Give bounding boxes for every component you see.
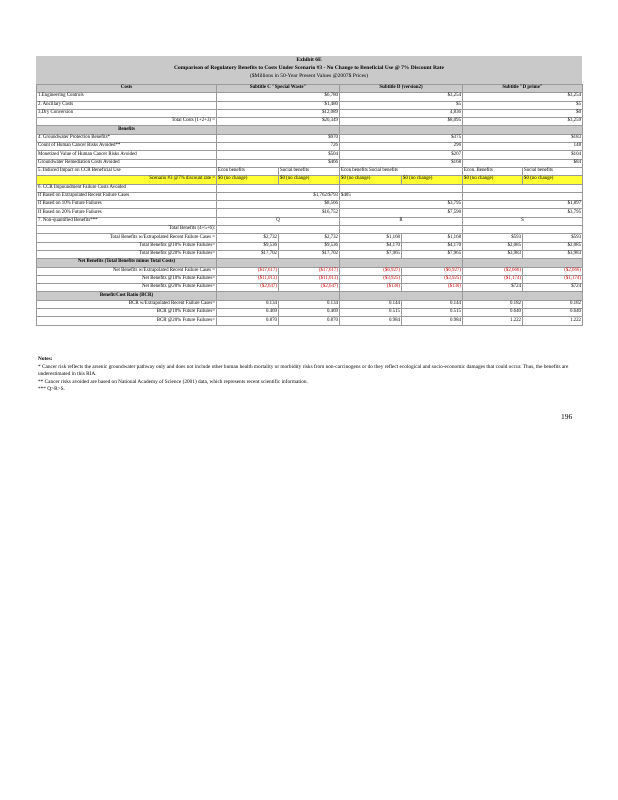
table-row xyxy=(37,201,583,209)
section-header-row xyxy=(37,259,583,267)
cell-value: ($2,666) xyxy=(523,267,583,275)
row-label: Net Benefits w/Extrapolated Recent Failure Cases = xyxy=(37,267,217,275)
cell-subtitle-dprime: $84 xyxy=(463,159,583,167)
total-benefits-label-row xyxy=(37,226,583,234)
social-benefits-dprime: Social benefits xyxy=(523,167,583,175)
cell-value: $3,983 xyxy=(523,250,583,258)
cell-subtitle-d: $207 xyxy=(340,151,463,159)
cell-value: 1.222 xyxy=(523,317,583,325)
cell-subtitle-c: 726 xyxy=(217,143,340,151)
cell-value: 0.640 xyxy=(523,309,583,317)
cell-value: 0.515 xyxy=(340,309,402,317)
scenario-value: $0 (no change) xyxy=(279,176,340,184)
exhibit-subtitle: Comparison of Regulatory Benefits to Costs Under Scenario #3 - No Change to Beneficial Use @ 7% Discount Rate xyxy=(174,65,444,71)
cell-value: ($11,013) xyxy=(217,275,279,283)
cell-subtitle-dprime: $3,254 xyxy=(463,93,583,101)
cell-subtitle-c: $970 xyxy=(217,134,340,142)
cell-subtitle-dprime: 148 xyxy=(463,143,583,151)
table-row xyxy=(37,101,583,109)
cell-value: 0.182 xyxy=(523,300,583,308)
row-label: Total Costs (1+2+3) = xyxy=(37,118,217,126)
cell-value: $17,702 xyxy=(217,250,279,258)
comparison-table xyxy=(36,84,583,326)
row-label: 2. Ancillary Costs xyxy=(37,101,217,109)
costs-header: Costs xyxy=(37,85,217,93)
cell-value: $724 xyxy=(463,284,523,292)
cell-subtitle-d: $168 xyxy=(340,159,463,167)
note-1: * Cancer risk reflects the arsenic groundwater pathway only and does not include other human health mortality or morbidity risks from non-carcinogens or do they reflect ecological and socio-economic damages that could occur. Thus, the benefits are underestimated in this RIA. xyxy=(38,363,569,378)
cell-value: ($17,617) xyxy=(217,267,279,275)
table-row xyxy=(37,109,583,117)
cell-value: 0.870 xyxy=(217,317,279,325)
cell-value: $9,536 xyxy=(279,242,340,250)
table-row xyxy=(37,267,583,275)
subtitle-d-header: Subtitle D (version2) xyxy=(340,85,463,93)
row-label: BCR @10% Future Failures= xyxy=(37,309,217,317)
row-label: 4. Groundwater Protection Benefits* xyxy=(37,134,217,142)
cell-value: ($1,174) xyxy=(523,275,583,283)
row-label: 1.Engineering Controls xyxy=(37,93,217,101)
cell-subtitle-d: R xyxy=(340,217,463,225)
cell-subtitle-c: $20,349 xyxy=(217,118,340,126)
subtitle-dprime-header: Subtitle "D prime" xyxy=(463,85,583,93)
cell-subtitle-dprime: S xyxy=(463,217,583,225)
cell-value: $4,170 xyxy=(340,242,402,250)
row-label: 7. Non-quantified Benefits*** xyxy=(37,217,217,225)
cell-value: ($2,647) xyxy=(217,284,279,292)
nonquantified-row xyxy=(37,217,583,225)
social-benefits-c: Social benefits xyxy=(279,167,340,175)
cell-subtitle-dprime: $1,897 xyxy=(463,201,583,209)
section-header-row xyxy=(37,126,583,134)
row-label: If Based on 20% Future Failures xyxy=(37,209,217,217)
cell-value: 0.984 xyxy=(402,317,463,325)
cell-value: $3,983 xyxy=(463,250,523,258)
cell-subtitle-c: $466 xyxy=(217,159,340,167)
cell-subtitle-c: $504 xyxy=(217,151,340,159)
cell-value: $4,170 xyxy=(402,242,463,250)
cell-value: $7,965 xyxy=(340,250,402,258)
cell-value: ($3,925) xyxy=(340,275,402,283)
table-row xyxy=(37,309,583,317)
bcr-title: Benefit/Cost Ratio (BCR) xyxy=(37,292,217,300)
cell-subtitle-dprime: $5 xyxy=(463,101,583,109)
scenario-value: $0 (no change) xyxy=(402,176,463,184)
cell-subtitle-d: $8,095 xyxy=(340,118,463,126)
table-row xyxy=(37,134,583,142)
cell-value: ($130) xyxy=(340,284,402,292)
exhibit-title: Exhibit 6E xyxy=(296,57,322,63)
cell-subtitle-d: 4,836 xyxy=(340,109,463,117)
scenario-value: $0 (no change) xyxy=(217,176,279,184)
net-benefits-title: Net Benefits (Total Benefits minus Total Costs) xyxy=(37,259,217,267)
cell-subtitle-dprime: $104 xyxy=(463,151,583,159)
cell-value: $2,085 xyxy=(463,242,523,250)
cell-subtitle-d: $7,590 xyxy=(340,209,463,217)
column-header-row xyxy=(37,85,583,93)
subtitle-c-header: Subtitle C "Special Waste" xyxy=(217,85,340,93)
cell-subtitle-d: $5 xyxy=(340,101,463,109)
table-row xyxy=(37,93,583,101)
section-header-row xyxy=(37,292,583,300)
cell-value: 0.469 xyxy=(217,309,279,317)
row-label: Count of Human Cancer Risks Avoided** xyxy=(37,143,217,151)
row-label: If Based on 10% Future Failures xyxy=(37,201,217,209)
table-row xyxy=(37,209,583,217)
notes-block xyxy=(38,356,578,394)
cell-subtitle-d: $405 xyxy=(340,192,463,200)
row-label: If Based on Extrapolated Recent Failure Cases xyxy=(37,192,217,200)
cell-value: $593 xyxy=(523,234,583,242)
row-label: Net Benefits @20% Future Failures= xyxy=(37,284,217,292)
econ-social-benefits-d: Econ benefits Social benefits xyxy=(340,167,463,175)
cell-value: ($2,666) xyxy=(463,267,523,275)
cell-subtitle-c: $1,480 xyxy=(217,101,340,109)
row-label: 3.Dry Conversion xyxy=(37,109,217,117)
scenario-row xyxy=(37,176,583,184)
cell-value: ($3,925) xyxy=(402,275,463,283)
notes-title: Notes: xyxy=(38,356,53,362)
cell-value: 0.469 xyxy=(279,309,340,317)
impoundment-row xyxy=(37,184,583,192)
cell-value: 0.182 xyxy=(463,300,523,308)
cell-subtitle-c: $8,566 xyxy=(217,201,340,209)
cell-value: ($130) xyxy=(402,284,463,292)
table-row xyxy=(37,151,583,159)
cell-value: $1,168 xyxy=(402,234,463,242)
cell-subtitle-d: $3,795 xyxy=(340,201,463,209)
total-costs-row xyxy=(37,118,583,126)
cell-value: ($1,174) xyxy=(463,275,523,283)
cell-value: ($11,013) xyxy=(279,275,340,283)
scenario-value: $0 (no change) xyxy=(340,176,402,184)
econ-benefits-dprime: Econ. Benefits xyxy=(463,167,523,175)
scenario-value: $0 (no change) xyxy=(523,176,583,184)
row-label: 5. Induced Impact on CCR Beneficial Use xyxy=(37,167,217,175)
note-2: ** Cancer risks avoided are based on National Academy of Science (2001) data, which represents recent scientific information. xyxy=(38,378,308,385)
econ-benefits-c: Econ benefits xyxy=(217,167,279,175)
cell-value: $7,965 xyxy=(402,250,463,258)
cell-subtitle-c: $6,780 xyxy=(217,93,340,101)
cell-value: ($6,927) xyxy=(402,267,463,275)
cell-subtitle-d: $375 xyxy=(340,134,463,142)
cell-subtitle-dprime: $183 xyxy=(463,134,583,142)
row-label: Net Benefits @10% Future Failures= xyxy=(37,275,217,283)
cell-subtitle-dprime: $0 xyxy=(463,109,583,117)
table-row xyxy=(37,242,583,250)
cell-value: ($6,927) xyxy=(340,267,402,275)
cell-subtitle-c: $1,762/$793 xyxy=(217,192,340,200)
beneficial-use-row xyxy=(37,167,583,175)
cell-value: 0.870 xyxy=(279,317,340,325)
row-label: Groundwater Remediation Costs Avoided xyxy=(37,159,217,167)
cell-value: $724 xyxy=(523,284,583,292)
cell-value: ($17,617) xyxy=(279,267,340,275)
table-row xyxy=(37,250,583,258)
benefits-title: Benefits xyxy=(37,126,217,134)
row-label: Total Benefits @10% Future Failures= xyxy=(37,242,217,250)
cell-subtitle-dprime xyxy=(463,192,583,200)
cell-subtitle-d: 296 xyxy=(340,143,463,151)
cell-value: 0.134 xyxy=(217,300,279,308)
note-3: *** Q>R>S. xyxy=(38,386,65,393)
table-row xyxy=(37,300,583,308)
cell-value: 0.984 xyxy=(340,317,402,325)
row-label: 6. CCR Impoundment Failure Costs Avoided xyxy=(37,184,217,192)
cell-value: 0.144 xyxy=(340,300,402,308)
cell-value: $2,732 xyxy=(279,234,340,242)
cell-value: $593 xyxy=(463,234,523,242)
table-row xyxy=(37,234,583,242)
row-label: Total Benefits @20% Future Failures= xyxy=(37,250,217,258)
cell-value: 1.222 xyxy=(463,317,523,325)
cell-subtitle-dprime: $3,795 xyxy=(463,209,583,217)
cell-value: $2,085 xyxy=(523,242,583,250)
cell-value: ($2,647) xyxy=(279,284,340,292)
row-label: Scenario #3 @7% discount rate = xyxy=(37,176,217,184)
cell-value: $1,168 xyxy=(340,234,402,242)
scenario-value: $0 (no change) xyxy=(463,176,523,184)
table-row xyxy=(37,143,583,151)
row-label: Total Benefits (4+5+6): xyxy=(37,226,217,234)
table-row xyxy=(37,284,583,292)
cell-value: 0.515 xyxy=(402,309,463,317)
row-label: BCR @20% Future Failures= xyxy=(37,317,217,325)
row-label: Total Benefits w/Extrapolated Recent Failure Cases = xyxy=(37,234,217,242)
cell-subtitle-c: $12,089 xyxy=(217,109,340,117)
cell-value: 0.134 xyxy=(279,300,340,308)
page-number: 196 xyxy=(561,412,573,421)
cell-subtitle-c: $16,752 xyxy=(217,209,340,217)
table-row xyxy=(37,275,583,283)
table-row xyxy=(37,192,583,200)
table-row xyxy=(37,159,583,167)
cell-subtitle-c: Q xyxy=(217,217,340,225)
cell-value: 0.640 xyxy=(463,309,523,317)
cell-value: 0.144 xyxy=(402,300,463,308)
cell-value: $2,732 xyxy=(217,234,279,242)
exhibit-units: ($Millions in 50-Year Present Values @2007$ Prices) xyxy=(249,73,369,79)
cell-value: $17,702 xyxy=(279,250,340,258)
cell-subtitle-d: $3,254 xyxy=(340,93,463,101)
row-label: Monetized Value of Human Cancer Risks Avoided xyxy=(37,151,217,159)
table-row xyxy=(37,317,583,325)
cell-value: $9,536 xyxy=(217,242,279,250)
cell-subtitle-dprime: $3,259 xyxy=(463,118,583,126)
row-label: BCR w/Extrapolated Recent Failure Cases= xyxy=(37,300,217,308)
